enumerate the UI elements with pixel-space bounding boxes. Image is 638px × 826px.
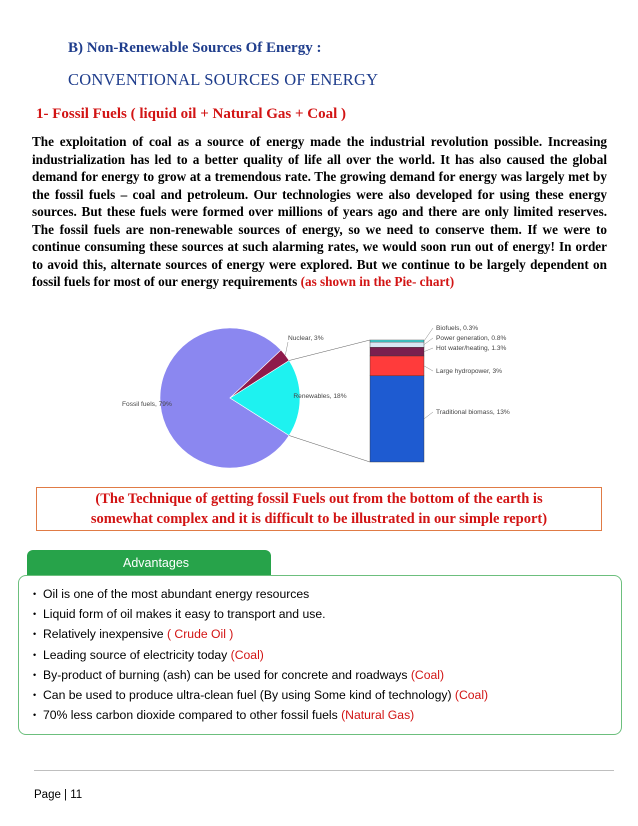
breakdown-segment — [370, 347, 424, 356]
chart-label: Power generation, 0.8% — [436, 335, 507, 342]
advantage-text: Oil is one of the most abundant energy resources — [43, 587, 310, 601]
fossil-fuels-heading: 1- Fossil Fuels ( liquid oil + Natural Gas + Coal ) — [36, 106, 347, 122]
advantage-item — [33, 705, 621, 725]
bullet-icon: • — [33, 629, 37, 640]
breakdown-segment — [370, 356, 424, 376]
connector-line — [289, 340, 370, 360]
advantage-item — [33, 604, 621, 624]
advantage-fuel-tag: ( Crude Oil ) — [166, 627, 234, 642]
advantages-tab: Advantages — [27, 550, 271, 576]
bullet-icon: • — [33, 649, 37, 660]
advantage-fuel-tag: (Coal) — [410, 667, 445, 682]
bullet-icon: • — [33, 669, 37, 680]
advantages-list — [19, 576, 621, 725]
advantage-text: Relatively inexpensive — [43, 627, 167, 642]
advantage-text: Can be used to produce ultra-clean fuel (By using Some kind of technology) — [43, 688, 455, 703]
advantage-item — [33, 685, 621, 705]
advantage-fuel-tag: (Coal) — [454, 688, 489, 703]
bullet-icon: • — [33, 589, 37, 599]
chart-label: Fossil fuels, 79% — [122, 401, 172, 408]
advantage-text: By-product of burning (ash) can be used for concrete and roadways — [43, 667, 411, 682]
advantage-fuel-tag: (Coal) — [230, 647, 264, 662]
pie-group — [160, 328, 300, 468]
connector-line — [289, 436, 370, 462]
subsection-heading: CONVENTIONAL SOURCES OF ENERGY — [68, 70, 379, 89]
paragraph-chart-reference: (as shown in the Pie- chart) — [300, 274, 455, 289]
advantage-fuel-tag: (Natural Gas) — [341, 708, 415, 723]
chart-label: Hot water/heating, 1.3% — [436, 345, 507, 352]
page-number: Page | 11 — [34, 789, 83, 801]
section-heading: B) Non-Renewable Sources Of Energy : — [68, 40, 322, 56]
bullet-icon: • — [33, 609, 37, 620]
chart-label: Biofuels, 0.3% — [436, 325, 479, 332]
advantages-box — [18, 575, 622, 735]
advantage-text: 70% less carbon dioxide compared to other fossil fuels — [43, 708, 342, 723]
bullet-icon: • — [33, 690, 37, 701]
body-paragraph — [32, 133, 607, 291]
footer-divider — [34, 770, 614, 771]
technique-callout — [36, 487, 602, 531]
label-leader-line — [285, 342, 288, 355]
breakdown-segment — [370, 342, 424, 347]
bullet-icon: • — [33, 710, 37, 721]
chart-label: Large hydropower, 3% — [436, 368, 502, 375]
advantage-text: Leading source of electricity today — [43, 647, 231, 662]
chart-label: Nuclear, 3% — [288, 335, 324, 342]
energy-pie-chart — [112, 318, 522, 480]
label-leader-line — [424, 412, 433, 419]
connector-lines — [289, 340, 370, 462]
label-leader-line — [424, 348, 433, 352]
advantage-item — [33, 645, 621, 665]
callout-line-2: somewhat complex and it is difficult to be illustrated in our simple report) — [90, 511, 548, 527]
renewables-breakdown-bar — [370, 340, 424, 462]
advantage-item — [33, 665, 621, 685]
label-leader-line — [424, 366, 433, 371]
advantage-text: Liquid form of oil makes it easy to transport and use. — [43, 607, 326, 622]
breakdown-segment — [370, 340, 424, 342]
breakdown-segment — [370, 376, 424, 462]
chart-label: Renewables, 18% — [293, 393, 347, 400]
paragraph-text: The exploitation of coal as a source of energy made the industrial revolution possible. Increasing industrialization has led to a better quality of life all over the world. It has also caused the global demand for energy to grow at a tremendous rate. The growing demand for energy was largely met by the fossil fuels – coal and petroleum. Our technologies were also developed for using these energy sources. But these fuels were formed over millions of years ago and there are only limited reserves. The fossil fuels are non-renewable sources of energy, so we need to conserve them. If we were to continue consuming these sources at such alarming rates, we would soon run out of energy! In order to avoid this, alternate sources of energy were explored. But we continue to be largely dependent on fossil fuels for most of our energy requirements — [32, 134, 607, 289]
advantage-item — [33, 624, 621, 644]
callout-line-1: (The Technique of getting fossil Fuels out from the bottom of the earth is — [95, 491, 543, 507]
chart-label: Traditional biomass, 13% — [436, 409, 510, 416]
advantage-item — [33, 584, 621, 604]
